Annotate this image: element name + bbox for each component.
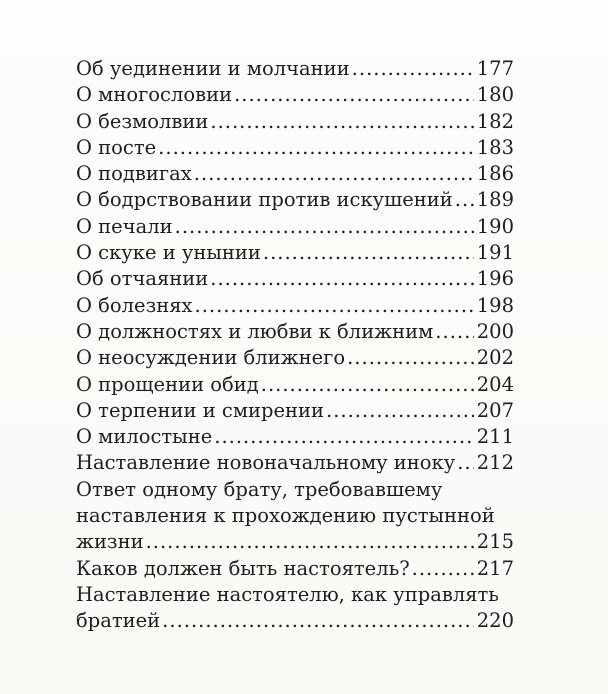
toc-entry[interactable] — [76, 424, 514, 450]
dot-leader — [263, 240, 474, 266]
toc-entry-page: 182 — [476, 109, 514, 133]
toc-entry-title: О многословии — [76, 83, 233, 107]
toc-entry-title: О скуке и унынии — [76, 241, 261, 265]
dot-leader — [175, 214, 474, 240]
toc-entry[interactable] — [76, 56, 514, 82]
toc-entry-page: 191 — [476, 241, 514, 265]
dot-leader — [158, 135, 474, 161]
toc-entry-page: 217 — [476, 556, 514, 580]
toc-entry-page: 189 — [476, 188, 514, 212]
toc-entry-multiline[interactable] — [76, 477, 514, 556]
toc-entry-title: Об уединении и молчании — [76, 57, 350, 80]
toc-entry-title: Наставление новоначальному иноку — [76, 451, 456, 475]
toc-entry[interactable] — [76, 187, 514, 213]
toc-entry-page: 212 — [476, 451, 514, 475]
toc-entry-page: 204 — [476, 372, 514, 396]
toc-entry-title: О печали — [76, 214, 173, 238]
dot-leader — [261, 372, 474, 398]
toc-entry-multiline[interactable] — [76, 582, 514, 635]
toc-entry-page: 186 — [476, 162, 514, 186]
toc-entry-title: О прощении обид — [76, 372, 259, 396]
toc-entry-page: 196 — [476, 267, 514, 291]
dot-leader — [195, 293, 474, 319]
toc-entry-title: О болезнях — [76, 293, 193, 317]
toc-entry-title: Каков должен быть настоятель? — [76, 556, 410, 580]
dot-leader — [457, 450, 474, 476]
toc-entry[interactable] — [76, 372, 514, 398]
toc-entry[interactable] — [76, 293, 514, 319]
toc-entry-page: 183 — [476, 135, 514, 159]
toc-entry-title: О должностях и любви к ближним — [76, 319, 434, 343]
toc-entry-page: 180 — [476, 83, 514, 107]
toc-entry[interactable] — [76, 556, 514, 582]
toc-entry-title-line: Наставление настоятелю, как управлять — [76, 582, 499, 606]
toc-entry[interactable] — [76, 266, 514, 292]
toc-entry-title-end: жизни — [76, 530, 144, 554]
toc-entry-title: О посте — [76, 135, 157, 159]
toc-entry-last-line — [76, 529, 514, 555]
toc-entry-page: 207 — [476, 398, 514, 422]
dot-leader — [214, 424, 474, 450]
dot-leader — [455, 187, 474, 213]
toc-entry[interactable] — [76, 398, 514, 424]
toc-entry-page: 177 — [476, 57, 514, 80]
toc-entry-title: О неосуждении ближнего — [76, 346, 346, 370]
toc-entry-title: Об отчаянии — [76, 267, 209, 291]
toc-entry[interactable] — [76, 240, 514, 266]
toc-entry-last-line — [76, 608, 514, 634]
dot-leader — [435, 319, 473, 345]
dot-leader — [412, 556, 474, 582]
toc-entry[interactable] — [76, 319, 514, 345]
toc-entry-title: О терпении и смирении — [76, 398, 325, 422]
toc-entry-title-line: Ответ одному брату, требовавшему — [76, 477, 443, 501]
dot-leader — [326, 398, 474, 424]
toc-entry-page: 200 — [476, 319, 514, 343]
dot-leader — [234, 82, 474, 108]
toc-entry[interactable] — [76, 161, 514, 187]
dot-leader — [210, 266, 474, 292]
dot-leader — [352, 56, 474, 82]
dot-leader — [194, 161, 474, 187]
toc-entry-page: 220 — [476, 609, 514, 633]
dot-leader — [347, 345, 474, 371]
toc-entry-title: О безмолвии — [76, 109, 209, 133]
toc-entry-title: О бодрствовании против искушений — [76, 188, 453, 212]
toc-entry[interactable] — [76, 214, 514, 240]
toc-entry-page: 190 — [476, 214, 514, 238]
dot-leader — [210, 109, 473, 135]
toc-entry-page: 211 — [476, 425, 514, 449]
toc-entry[interactable] — [76, 345, 514, 371]
toc-entry-title: О подвигах — [76, 162, 192, 186]
toc-entry[interactable] — [76, 135, 514, 161]
toc-entry[interactable] — [76, 450, 514, 476]
toc-entry[interactable] — [76, 82, 514, 108]
toc-entry-page: 202 — [476, 346, 514, 370]
toc-entry-page: 198 — [476, 293, 514, 317]
toc-entry-title: О милостыне — [76, 425, 213, 449]
toc-entry-page: 215 — [476, 530, 514, 554]
toc-entry-title-end: братией — [76, 609, 161, 633]
dot-leader — [146, 529, 474, 555]
toc-entry-title-line: наставления к прохождению пустынной — [76, 504, 495, 528]
table-of-contents — [76, 56, 514, 635]
toc-entry[interactable] — [76, 109, 514, 135]
dot-leader — [162, 608, 474, 634]
